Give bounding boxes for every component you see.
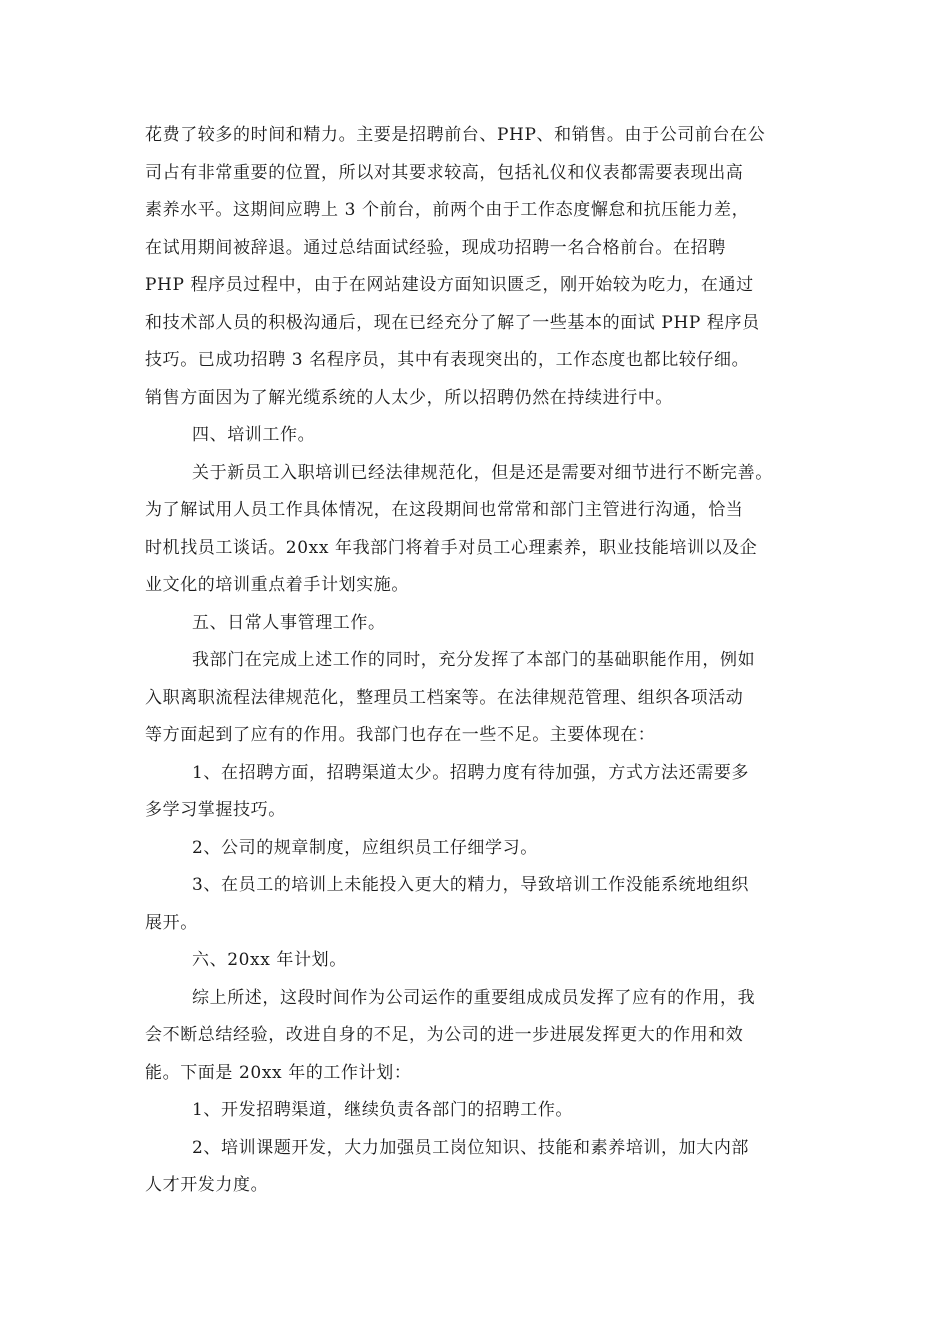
body-line: 展开。	[145, 912, 198, 933]
body-line: 业文化的培训重点着手计划实施。	[145, 575, 409, 595]
body-line: 在试用期间被辞退。通过总结面试经验，现成功招聘一名合格前台。在招聘	[145, 237, 726, 258]
list-item: 3、在员工的培训上未能投入更大的精力，导致培训工作没能系统地组织	[192, 875, 750, 895]
body-line: 销售方面因为了解光缆系统的人太少，所以招聘仍然在持续进行中。	[145, 387, 673, 408]
paragraph-start: 我部门在完成上述工作的同时，充分发挥了本部门的基础职能作用，例如	[192, 650, 756, 670]
body-line: 时机找员工谈话。20xx 年我部门将着手对员工心理素养，职业技能培训以及企	[145, 537, 758, 558]
body-line: 和技术部人员的积极沟通后，现在已经充分了解了一些基本的面试 PHP 程序员	[145, 312, 760, 333]
body-line: 等方面起到了应有的作用。我部门也存在一些不足。主要体现在：	[145, 725, 656, 745]
body-line: 会不断总结经验，改进自身的不足，为公司的进一步进展发挥更大的作用和效	[145, 1025, 744, 1045]
body-line: 技巧。已成功招聘 3 名程序员，其中有表现突出的，工作态度也都比较仔细。	[145, 350, 750, 370]
section-heading: 六、20xx 年计划。	[192, 950, 347, 970]
list-item: 1、在招聘方面，招聘渠道太少。招聘力度有待加强，方式方法还需要多	[192, 762, 750, 783]
paragraph-start: 综上所述，这段时间作为公司运作的重要组成成员发挥了应有的作用，我	[192, 987, 756, 1008]
body-line: 入职离职流程法律规范化，整理员工档案等。在法律规范管理、组织各项活动	[145, 687, 744, 708]
list-item: 2、公司的规章制度，应组织员工仔细学习。	[192, 837, 538, 858]
body-line: 素养水平。这期间应聘上 3 个前台，前两个由于工作态度懈怠和抗压能力差，	[145, 200, 750, 220]
body-line: 为了解试用人员工作具体情况，在这段期间也常常和部门主管进行沟通，恰当	[145, 500, 744, 520]
body-line: 人才开发力度。	[145, 1175, 269, 1195]
body-line: 花费了较多的时间和精力。主要是招聘前台、PHP、和销售。由于公司前台在公	[145, 125, 766, 145]
body-line: PHP 程序员过程中，由于在网站建设方面知识匮乏，刚开始较为吃力，在通过	[145, 275, 754, 295]
body-line: 司占有非常重要的位置，所以对其要求较高，包括礼仪和仪表都需要表现出高	[145, 162, 744, 183]
body-line: 能。下面是 20xx 年的工作计划：	[145, 1062, 412, 1083]
section-heading: 四、培训工作。	[192, 425, 316, 445]
paragraph-start: 关于新员工入职培训已经法律规范化，但是还是需要对细节进行不断完善。	[192, 462, 773, 483]
list-item: 2、培训课题开发，大力加强员工岗位知识、技能和素养培训，加大内部	[192, 1137, 750, 1158]
list-item: 1、开发招聘渠道，继续负责各部门的招聘工作。	[192, 1100, 574, 1120]
document-body	[145, 117, 825, 1205]
section-heading: 五、日常人事管理工作。	[192, 612, 386, 633]
body-line: 多学习掌握技巧。	[145, 800, 286, 820]
